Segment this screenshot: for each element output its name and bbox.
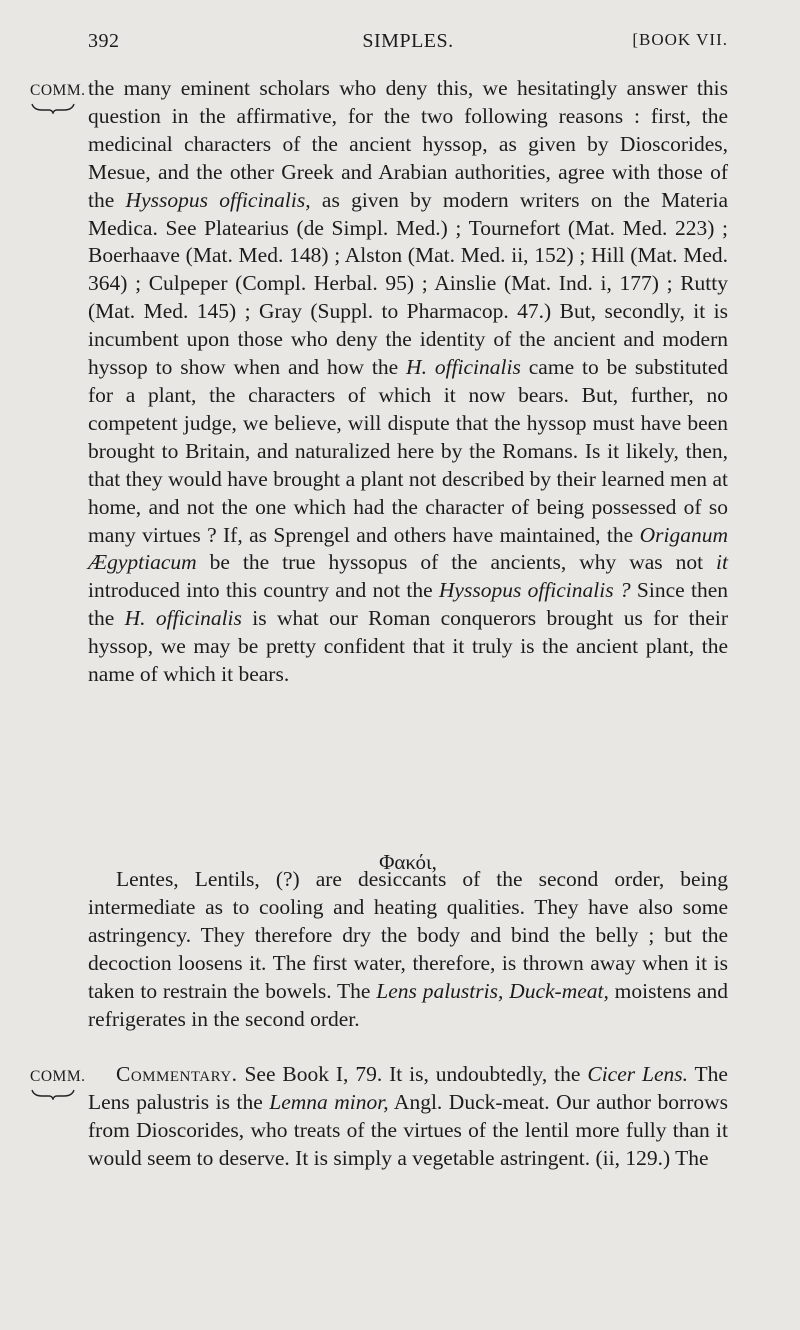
page-number: 392	[88, 30, 120, 52]
text-run: be the true hyssopus of the ancients, why was not	[196, 550, 717, 575]
paragraph-lentils	[88, 866, 728, 1033]
italic-run: H. officinalis	[124, 606, 242, 631]
running-title: SIMPLES.	[362, 30, 454, 52]
italic-run: Hyssopus officinalis ?	[438, 578, 631, 603]
book-label: [BOOK VII.	[632, 30, 728, 49]
brace-icon	[30, 102, 76, 114]
text-run: came to be substituted for a plant, the characters of which it now bears. But, further, no competent judge, we believe, will dispute that the hyssop must have been brought to Britain, and naturalized here by the Romans. Is it likely, then, that they would have brought a plant not described by their learned men at home, and not the one which had the character of being possessed of so many virtues ? If, as Sprengel and others have maintained, the	[88, 355, 728, 547]
italic-run: Origanum Ægyptiacum	[88, 522, 728, 575]
section-heading-greek: Φακόι,	[379, 850, 437, 874]
text-run: introduced into this country and not the	[88, 578, 439, 603]
italic-run: Cicer Lens.	[587, 1062, 689, 1086]
text-run: The Lens palustris is the	[88, 1062, 728, 1114]
margin-note-label: COMM.	[30, 82, 86, 99]
paragraph-commentary	[88, 1061, 728, 1173]
text-run: Lentes, Lentils, (?) are desiccants of the second order, being intermediate as to cooling and heating qualities. They have also some astringency. They therefore dry the body and bind the belly ; but the decoction loosens it. The first water, therefore, is thrown away when it is taken to restrain the bowels. The	[88, 867, 728, 1003]
page-header	[88, 30, 728, 60]
margin-note-label: COMM.	[30, 1068, 86, 1085]
text-run: Since then the	[88, 578, 728, 631]
italic-run: H. officinalis	[406, 355, 521, 380]
italic-run: Hyssopus officinalis,	[125, 187, 311, 212]
text-run: See Book I, 79. It is, undoubtedly, the	[237, 1062, 588, 1086]
margin-note-comm-2	[30, 1068, 85, 1100]
margin-note-comm	[30, 82, 85, 114]
italic-run: Lemna minor,	[269, 1089, 389, 1114]
text-run: the many eminent scholars who deny this, we hesitatingly answer this question in the affirmative, for the two following reasons : first, the medicinal characters of the ancient hyssop, as given by Dioscorides, Mesue, and the other Greek and Arabian authorities, agree with those of the	[88, 76, 728, 212]
italic-run: it	[716, 550, 728, 575]
text-run: Angl. Duck-meat. Our author borrows from Dioscorides, who treats of the virtues of the lentil more fully than it would seem to deserve. It is simply a vegetable astringent. (ii, 129.) The	[88, 1089, 728, 1170]
italic-run: Lens palustris, Duck-meat,	[376, 978, 609, 1003]
paragraph-hyssop	[88, 75, 728, 689]
text-run: moistens and refrigerates in the second order.	[88, 978, 728, 1031]
brace-icon	[30, 1088, 76, 1100]
text-run: as given by modern writers on the Materia Medica. See Platearius (de Simpl. Med.) ; Tournefort (Mat. Med. 223) ; Boerhaave (Mat. Med. 148) ; Alston (Mat. Med. ii, 152) ; Hill (Mat. Med. 364) ; Culpeper (Compl. Herbal. 95) ; Ainslie (Mat. Ind. i, 177) ; Rutty (Mat. Med. 145) ; Gray (Suppl. to Pharmacop. 47.) But, secondly, it is incumbent upon those who deny the identity of the ancient and modern hyssop to show when and how the	[88, 187, 728, 380]
text-run: is what our Roman conquerors brought us for their hyssop, we may be pretty confident that it truly is the ancient plant, the name of which it bears.	[88, 606, 728, 687]
commentary-label: Commentary.	[116, 1062, 238, 1086]
